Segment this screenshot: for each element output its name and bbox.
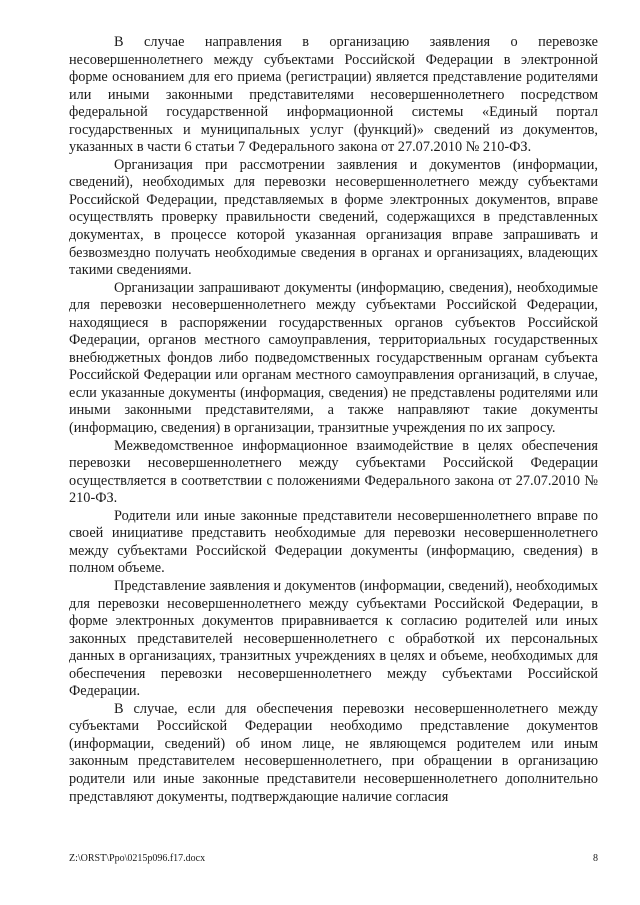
paragraph-document-requests: Организации запрашивают документы (информацию, сведения), необходимые для перевозки несовершеннолетнего между субъектами Российской Федерации, находящиеся в распоряжении государственных органов субъектов Российской Федерации, органов местного самоуправления, территориальных государственных внебюджетных фондов либо подведомственных государственным органам субъекта Российской Федерации или органам местного самоуправления организаций, в случае, если указанные документы (информация, сведения) не представлены родителями или иными законными представителями, а также направляют такие документы (информацию, сведения) в организации, транзитные учреждения по их запросу. (69, 279, 598, 437)
footer-page-number: 8 (593, 853, 598, 864)
document-page (69, 34, 598, 806)
paragraph-other-person-documents: В случае, если для обеспечения перевозки несовершеннолетнего между субъектами Российской Федерации необходимо представление документов (информации, сведений) об ином лице, не являющемся родителем или иным законным представителем несовершеннолетнего, при обращении в организацию родители или иные законные представители несовершеннолетнего дополнительно представляют документы, подтверждающие наличие согласия (69, 700, 598, 805)
paragraph-electronic-application: В случае направления в организацию заявления о перевозке несовершеннолетнего между субъектами Российской Федерации в электронной форме основанием для его приема (регистрации) является представление родителями или иными законными представителями несовершеннолетнего посредством федеральной государственной информационной системы «Единый портал государственных и муниципальных услуг (функций)» сведений из документов, указанных в части 6 статьи 7 Федерального закона от 27.07.2010 № 210-ФЗ. (69, 34, 598, 156)
paragraph-own-initiative: Родители или иные законные представители несовершеннолетнего вправе по своей инициативе представить необходимые для перевозки несовершеннолетнего между субъектами Российской Федерации документы (информацию, сведения) в полном объеме. (69, 507, 598, 577)
paragraph-personal-data-consent: Представление заявления и документов (информации, сведений), необходимых для перевозки несовершеннолетнего между субъектами Российской Федерации, в форме электронных документов приравнивается к согласию родителей или иных законных представителей несовершеннолетнего с обработкой их персональных данных в организациях, транзитных учреждениях в целях и объеме, необходимых для обеспечения перевозки несовершеннолетнего между субъектами Российской Федерации. (69, 577, 598, 700)
paragraph-interagency-interaction: Межведомственное информационное взаимодействие в целях обеспечения перевозки несовершеннолетнего между субъектами Российской Федерации осуществляется в соответствии с положениями Федерального закона от 27.07.2010 № 210-ФЗ. (69, 437, 598, 507)
paragraph-document-verification: Организация при рассмотрении заявления и документов (информации, сведений), необходимых для перевозки несовершеннолетнего между субъектами Российской Федерации, представляемых в форме электронных документов, вправе осуществлять проверку правильности сведений, содержащихся в представленных документах, в процессе которой указанная организация вправе запрашивать и безвозмездно получать необходимые сведения в органах и организациях, владеющих такими сведениями. (69, 156, 598, 279)
footer-file-path: Z:\ORST\Ppo\0215p096.f17.docx (69, 853, 206, 864)
